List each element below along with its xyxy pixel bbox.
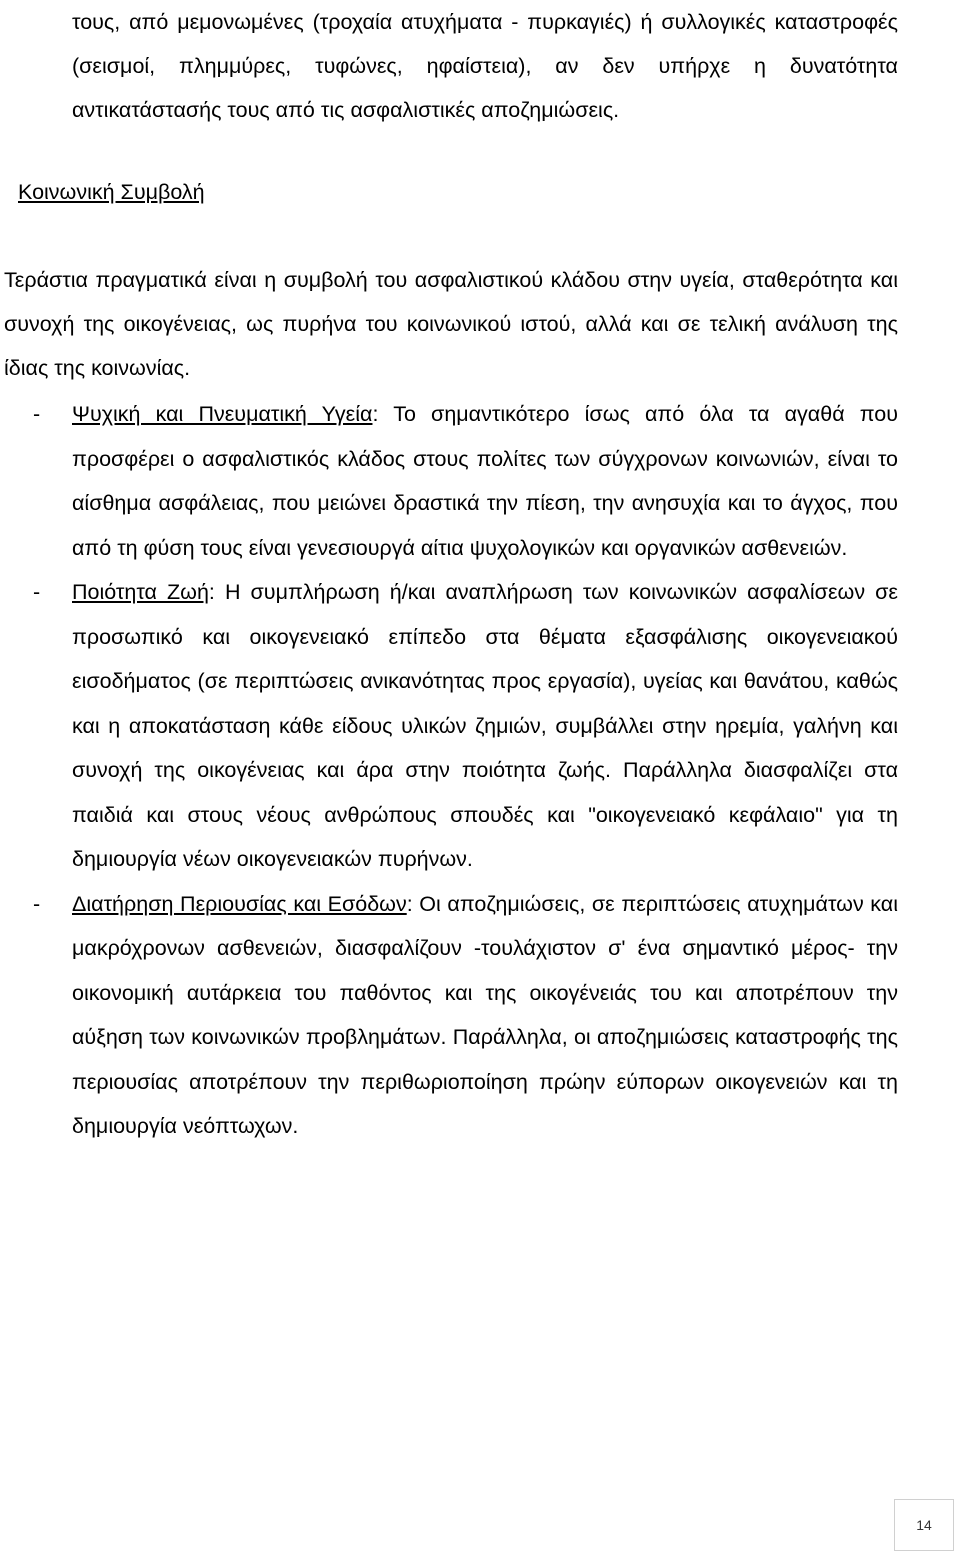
bullet-dash: - [33, 580, 41, 604]
bullet-dash: - [33, 891, 41, 916]
bullet-term: Διατήρηση Περιουσίας και Εσόδων [72, 891, 407, 916]
intro-paragraph: τους, από μεμονωμένες (τροχαία ατυχήματα - πυρκαγιές) ή συλλογικές καταστροφές (σεισμοί, πλημμύρες, τυφώνες, ηφαίστεια), αν δεν υπήρχε η δυνατότητα αντικατάστασής τους από τις ασφαλιστικές αποζημιώσεις. [72, 10, 898, 122]
bullet-term: Ποιότητα Ζωή [72, 580, 209, 604]
section-paragraph: Τεράστια πραγματικά είναι η συμβολή του ασφαλιστικού κλάδου στην υγεία, σταθερότητα και συνοχή της οικογένειας, ως πυρήνα του κοινωνικού ιστού, αλλά και σε τελική ανάλυση της ίδιας της κοινωνίας. [4, 268, 898, 380]
bullet-text: : Η συμπλήρωση ή/και αναπλήρωση των κοινωνικών ασφαλίσεων σε προσωπικό και οικογενειακό επίπεδο στα θέματα εξασφάλισης οικογενειακού εισοδήματος (σε περιπτώσεις ανικανότητας προς εργασία), υγείας και θανάτου, καθώς και η αποκατάσταση κάθε είδους υλικών ζημιών, συμβάλλει στην ηρεμία, γαλήνη και συνοχή της οικογένειας και άρα στην ποιότητα ζωής. Παράλληλα διασφαλίζει στα παιδιά και στους νέους ανθρώπους σπουδές και "οικογενειακό κεφάλαιο" για τη δημιουργία νέων οικογενειακών πυρήνων. [72, 580, 898, 871]
bullet-list [0, 392, 898, 1149]
bullet-item [0, 570, 898, 882]
bullet-item [0, 882, 898, 1149]
bullet-dash: - [33, 402, 41, 426]
section-heading: Κοινωνική Συμβολή [18, 180, 205, 204]
page-number: 14 [894, 1499, 954, 1551]
bullet-text: : Οι αποζημιώσεις, σε περιπτώσεις ατυχημάτων και μακρόχρονων ασθενειών, διασφαλίζουν -τουλάχιστον σ' ένα σημαντικό μέρος- την οικονομική αυτάρκεια του παθόντος και της οικογένειάς του και αποτρέπουν την αύξηση των κοινωνικών προβλημάτων. Παράλληλα, οι αποζημιώσεις καταστροφής της περιουσίας αποτρέπουν την περιθωριοποίηση πρώην εύπορων οικογενειών και τη δημιουργία νεόπτωχων. [72, 891, 898, 1138]
bullet-text: : Το σημαντικότερο ίσως από όλα τα αγαθά που προσφέρει ο ασφαλιστικός κλάδος στους πολίτες των σύγχρονων κοινωνιών, είναι το αίσθημα ασφάλειας, που μειώνει δραστικά την πίεση, την ανησυχία και το άγχος, που από τη φύση τους είναι γενεσιουργά αίτια ψυχολογικών και οργανικών ασθενειών. [72, 402, 898, 560]
bullet-item [0, 392, 898, 570]
bullet-term: Ψυχική και Πνευματική Υγεία [72, 402, 373, 426]
